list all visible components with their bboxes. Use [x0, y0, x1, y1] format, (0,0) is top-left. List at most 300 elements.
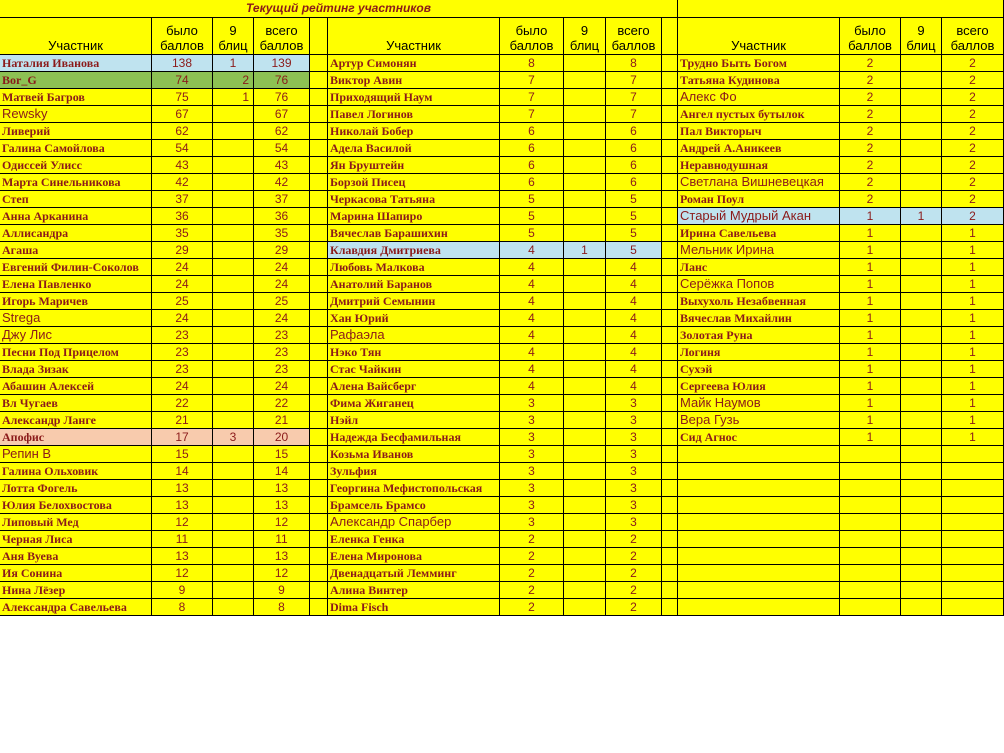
blitz-points	[564, 259, 606, 276]
points-total	[942, 565, 1004, 582]
blitz-points	[901, 480, 942, 497]
participant-name: Ланс	[678, 259, 840, 276]
spacer-column	[310, 123, 328, 140]
participant-name: Александра Савельева	[0, 599, 152, 616]
points-before	[840, 446, 901, 463]
spacer-column	[310, 55, 328, 72]
blitz-points	[901, 225, 942, 242]
points-total: 2	[606, 565, 662, 582]
participant-name: Сид Агнос	[678, 429, 840, 446]
participant-name: Вл Чугаев	[0, 395, 152, 412]
participant-name: Агаша	[0, 242, 152, 259]
points-before	[840, 497, 901, 514]
points-total: 4	[606, 276, 662, 293]
blitz-points	[564, 565, 606, 582]
points-total: 2	[942, 89, 1004, 106]
participant-name: Светлана Вишневецкая	[678, 174, 840, 191]
blitz-points	[213, 242, 254, 259]
points-before: 67	[152, 106, 213, 123]
points-before: 13	[152, 480, 213, 497]
participant-name: Мельник Ирина	[678, 242, 840, 259]
points-before: 2	[840, 72, 901, 89]
participant-name: Александр Спарбер	[328, 514, 500, 531]
participant-name: Еленка Генка	[328, 531, 500, 548]
points-before: 1	[840, 429, 901, 446]
spacer-column	[662, 429, 678, 446]
points-total: 14	[254, 463, 310, 480]
points-before: 4	[500, 276, 564, 293]
points-total: 13	[254, 480, 310, 497]
points-before: 43	[152, 157, 213, 174]
points-before: 4	[500, 242, 564, 259]
header-points-before: было баллов	[500, 18, 564, 55]
participant-name: Адела Василой	[328, 140, 500, 157]
blitz-points	[901, 463, 942, 480]
points-before: 8	[152, 599, 213, 616]
points-total: 67	[254, 106, 310, 123]
participant-name: Лотта Фогель	[0, 480, 152, 497]
points-total: 11	[254, 531, 310, 548]
participant-name: Андрей А.Аникеев	[678, 140, 840, 157]
blitz-points	[213, 225, 254, 242]
participant-name: Ангел пустых бутылок	[678, 106, 840, 123]
participant-name: Татьяна Кудинова	[678, 72, 840, 89]
points-total: 7	[606, 106, 662, 123]
points-before: 7	[500, 106, 564, 123]
blitz-points	[213, 531, 254, 548]
points-before: 23	[152, 327, 213, 344]
blitz-points: 1	[564, 242, 606, 259]
points-total: 3	[606, 446, 662, 463]
participant-name: Липовый Мед	[0, 514, 152, 531]
header-points-total: всего баллов	[254, 18, 310, 55]
participant-name: Любовь Малкова	[328, 259, 500, 276]
spacer-column	[662, 72, 678, 89]
participant-name: Нина Лёзер	[0, 582, 152, 599]
points-total	[942, 514, 1004, 531]
blitz-points	[901, 293, 942, 310]
points-before: 1	[840, 361, 901, 378]
participant-name: Игорь Маричев	[0, 293, 152, 310]
points-before: 2	[500, 531, 564, 548]
blitz-points	[901, 514, 942, 531]
points-total: 15	[254, 446, 310, 463]
points-before: 1	[840, 395, 901, 412]
points-before: 2	[840, 191, 901, 208]
points-total: 139	[254, 55, 310, 72]
spacer-column	[662, 497, 678, 514]
blitz-points	[901, 106, 942, 123]
participant-name: Галина Ольховик	[0, 463, 152, 480]
blitz-points	[213, 140, 254, 157]
points-total: 5	[606, 208, 662, 225]
header-points-total: всего баллов	[942, 18, 1004, 55]
participant-name: Репин В	[0, 446, 152, 463]
blitz-points	[564, 72, 606, 89]
spacer-column	[662, 480, 678, 497]
points-before: 24	[152, 378, 213, 395]
points-total: 3	[606, 514, 662, 531]
points-before: 12	[152, 565, 213, 582]
points-before: 1	[840, 327, 901, 344]
spacer-column	[310, 429, 328, 446]
spacer-column	[310, 463, 328, 480]
blitz-points	[564, 395, 606, 412]
points-before: 1	[840, 208, 901, 225]
points-total	[942, 582, 1004, 599]
points-before	[840, 531, 901, 548]
header-points-total: всего баллов	[606, 18, 662, 55]
points-before: 3	[500, 429, 564, 446]
blitz-points	[901, 429, 942, 446]
participant-name	[678, 548, 840, 565]
points-before: 1	[840, 276, 901, 293]
participant-name: Артур Симонян	[328, 55, 500, 72]
points-before	[840, 599, 901, 616]
points-total: 6	[606, 157, 662, 174]
blitz-points	[901, 531, 942, 548]
points-total	[942, 599, 1004, 616]
points-before: 4	[500, 327, 564, 344]
blitz-points	[213, 106, 254, 123]
points-before: 23	[152, 361, 213, 378]
blitz-points	[213, 378, 254, 395]
spacer-column	[662, 293, 678, 310]
spacer-column	[662, 412, 678, 429]
title-bar-empty	[678, 0, 1004, 18]
blitz-points	[213, 208, 254, 225]
blitz-points	[213, 361, 254, 378]
spacer-column	[310, 480, 328, 497]
participant-name: Strega	[0, 310, 152, 327]
blitz-points	[901, 599, 942, 616]
points-before: 6	[500, 174, 564, 191]
points-before: 54	[152, 140, 213, 157]
points-total: 1	[942, 276, 1004, 293]
points-before: 7	[500, 89, 564, 106]
spacer-column	[662, 174, 678, 191]
points-before	[840, 565, 901, 582]
spacer-column	[310, 582, 328, 599]
participant-name: Логиня	[678, 344, 840, 361]
blitz-points	[564, 174, 606, 191]
points-total	[942, 548, 1004, 565]
participant-name: Алина Винтер	[328, 582, 500, 599]
spacer-column	[662, 140, 678, 157]
blitz-points	[901, 497, 942, 514]
participant-name	[678, 446, 840, 463]
blitz-points	[564, 429, 606, 446]
blitz-points	[901, 276, 942, 293]
points-before	[840, 582, 901, 599]
blitz-points	[213, 514, 254, 531]
participant-name: Анна Арканина	[0, 208, 152, 225]
points-before: 37	[152, 191, 213, 208]
spacer-column	[310, 497, 328, 514]
points-before	[840, 480, 901, 497]
blitz-points	[901, 89, 942, 106]
points-before: 2	[500, 548, 564, 565]
blitz-points	[564, 55, 606, 72]
points-total: 3	[606, 463, 662, 480]
points-total: 4	[606, 327, 662, 344]
blitz-points	[564, 480, 606, 497]
participant-name: Наталия Иванова	[0, 55, 152, 72]
points-total: 2	[942, 174, 1004, 191]
participant-name: Нэко Тян	[328, 344, 500, 361]
points-total: 22	[254, 395, 310, 412]
blitz-points	[901, 361, 942, 378]
participant-name: Двенадцатый Лемминг	[328, 565, 500, 582]
spacer-column	[662, 446, 678, 463]
blitz-points	[564, 378, 606, 395]
points-total: 8	[254, 599, 310, 616]
spacer-column	[662, 565, 678, 582]
points-before: 7	[500, 72, 564, 89]
blitz-points	[564, 531, 606, 548]
points-total: 3	[606, 429, 662, 446]
blitz-points	[564, 361, 606, 378]
points-total: 9	[254, 582, 310, 599]
points-total: 7	[606, 72, 662, 89]
blitz-points	[213, 276, 254, 293]
points-before: 24	[152, 259, 213, 276]
spacer-column	[310, 344, 328, 361]
header-blitz: 9 блиц	[564, 18, 606, 55]
spacer-column	[310, 293, 328, 310]
participant-name: Матвей Багров	[0, 89, 152, 106]
blitz-points	[564, 106, 606, 123]
participant-name: Влада Зизак	[0, 361, 152, 378]
participant-name: Виктор Авин	[328, 72, 500, 89]
spacer-column	[310, 106, 328, 123]
points-total: 1	[942, 293, 1004, 310]
spacer-column	[662, 55, 678, 72]
points-total: 1	[942, 310, 1004, 327]
blitz-points	[564, 344, 606, 361]
points-before: 12	[152, 514, 213, 531]
points-total: 4	[606, 378, 662, 395]
blitz-points	[564, 157, 606, 174]
header-participant: Участник	[678, 18, 840, 55]
points-before: 3	[500, 497, 564, 514]
points-total: 23	[254, 327, 310, 344]
spacer-column	[662, 327, 678, 344]
blitz-points	[901, 395, 942, 412]
spacer-column	[310, 531, 328, 548]
blitz-points	[901, 310, 942, 327]
points-before: 1	[840, 344, 901, 361]
blitz-points	[213, 344, 254, 361]
blitz-points	[564, 208, 606, 225]
participant-name	[678, 514, 840, 531]
blitz-points	[901, 157, 942, 174]
points-total: 4	[606, 259, 662, 276]
points-total: 24	[254, 259, 310, 276]
blitz-points	[901, 55, 942, 72]
blitz-points	[213, 446, 254, 463]
points-before: 4	[500, 293, 564, 310]
participant-name: Золотая Руна	[678, 327, 840, 344]
points-total: 25	[254, 293, 310, 310]
points-total: 20	[254, 429, 310, 446]
points-total: 4	[606, 293, 662, 310]
points-before: 24	[152, 310, 213, 327]
spacer-column	[662, 361, 678, 378]
participant-name	[678, 565, 840, 582]
points-before: 4	[500, 344, 564, 361]
points-total: 3	[606, 480, 662, 497]
points-before: 75	[152, 89, 213, 106]
participant-name: Евгений Филин-Соколов	[0, 259, 152, 276]
blitz-points	[213, 582, 254, 599]
blitz-points	[901, 174, 942, 191]
points-before: 3	[500, 480, 564, 497]
points-before: 8	[500, 55, 564, 72]
points-total: 6	[606, 140, 662, 157]
participant-name	[678, 531, 840, 548]
participant-name: Вера Гузь	[678, 412, 840, 429]
points-total: 12	[254, 565, 310, 582]
blitz-points	[213, 157, 254, 174]
spacer-column	[662, 123, 678, 140]
points-before: 3	[500, 395, 564, 412]
blitz-points	[901, 344, 942, 361]
points-total: 4	[606, 310, 662, 327]
blitz-points	[213, 497, 254, 514]
participant-name: Алена Вайсберг	[328, 378, 500, 395]
spacer-column	[310, 191, 328, 208]
participant-name: Вячеслав Барашихин	[328, 225, 500, 242]
spacer-column	[310, 565, 328, 582]
blitz-points: 3	[213, 429, 254, 446]
blitz-points	[901, 565, 942, 582]
participant-name: Апофис	[0, 429, 152, 446]
points-total: 12	[254, 514, 310, 531]
participant-name: Марта Синельникова	[0, 174, 152, 191]
spacer-column	[662, 225, 678, 242]
points-before: 5	[500, 225, 564, 242]
blitz-points	[213, 293, 254, 310]
points-total: 2	[606, 548, 662, 565]
spacer-column	[310, 242, 328, 259]
spacer-column	[662, 89, 678, 106]
blitz-points	[213, 174, 254, 191]
spacer-column	[662, 599, 678, 616]
participant-name: Надежда Бесфамильная	[328, 429, 500, 446]
points-before: 2	[840, 89, 901, 106]
participant-name: Галина Самойлова	[0, 140, 152, 157]
points-total	[942, 446, 1004, 463]
blitz-points	[564, 310, 606, 327]
participant-name: Брамсель Брамсо	[328, 497, 500, 514]
points-total: 1	[942, 395, 1004, 412]
points-total: 4	[606, 344, 662, 361]
points-before: 4	[500, 259, 564, 276]
participant-name: Старый Мудрый Акан	[678, 208, 840, 225]
header-participant: Участник	[328, 18, 500, 55]
blitz-points	[564, 89, 606, 106]
spacer-column	[310, 18, 328, 55]
points-before: 9	[152, 582, 213, 599]
blitz-points	[564, 327, 606, 344]
spacer-column	[310, 514, 328, 531]
blitz-points: 1	[213, 55, 254, 72]
points-before	[840, 548, 901, 565]
blitz-points	[213, 412, 254, 429]
header-participant: Участник	[0, 18, 152, 55]
blitz-points	[901, 72, 942, 89]
spacer-column	[310, 89, 328, 106]
points-total: 2	[606, 599, 662, 616]
points-before: 22	[152, 395, 213, 412]
points-before: 23	[152, 344, 213, 361]
blitz-points	[901, 327, 942, 344]
points-before	[840, 514, 901, 531]
points-before: 4	[500, 378, 564, 395]
points-total: 21	[254, 412, 310, 429]
points-before: 21	[152, 412, 213, 429]
participant-name: Клавдия Дмитриева	[328, 242, 500, 259]
points-before: 4	[500, 310, 564, 327]
blitz-points	[213, 565, 254, 582]
spacer-column	[310, 157, 328, 174]
blitz-points	[901, 412, 942, 429]
points-total: 1	[942, 327, 1004, 344]
points-total: 2	[942, 123, 1004, 140]
spacer-column	[310, 378, 328, 395]
points-before: 14	[152, 463, 213, 480]
points-total: 1	[942, 225, 1004, 242]
header-points-before: было баллов	[152, 18, 213, 55]
spacer-column	[310, 225, 328, 242]
points-total: 76	[254, 89, 310, 106]
points-total: 24	[254, 310, 310, 327]
blitz-points	[901, 191, 942, 208]
points-before: 24	[152, 276, 213, 293]
participant-name: Аллисандра	[0, 225, 152, 242]
participant-name: Николай Бобер	[328, 123, 500, 140]
header-blitz: 9 блиц	[901, 18, 942, 55]
participant-name: Хан Юрий	[328, 310, 500, 327]
points-before: 13	[152, 548, 213, 565]
points-before	[840, 463, 901, 480]
points-before: 3	[500, 463, 564, 480]
points-before: 1	[840, 378, 901, 395]
blitz-points	[901, 140, 942, 157]
points-before: 1	[840, 310, 901, 327]
points-before: 2	[840, 55, 901, 72]
points-before: 2	[840, 123, 901, 140]
points-total: 36	[254, 208, 310, 225]
participant-name	[678, 497, 840, 514]
points-total: 76	[254, 72, 310, 89]
points-before: 3	[500, 446, 564, 463]
points-total: 1	[942, 361, 1004, 378]
points-before: 13	[152, 497, 213, 514]
participant-name: Зульфия	[328, 463, 500, 480]
blitz-points	[213, 310, 254, 327]
points-before: 6	[500, 140, 564, 157]
points-total: 42	[254, 174, 310, 191]
participant-name: Dima Fisch	[328, 599, 500, 616]
blitz-points	[564, 140, 606, 157]
points-before: 17	[152, 429, 213, 446]
participant-name: Марина Шапиро	[328, 208, 500, 225]
points-before: 2	[500, 582, 564, 599]
blitz-points	[564, 514, 606, 531]
points-total: 1	[942, 259, 1004, 276]
